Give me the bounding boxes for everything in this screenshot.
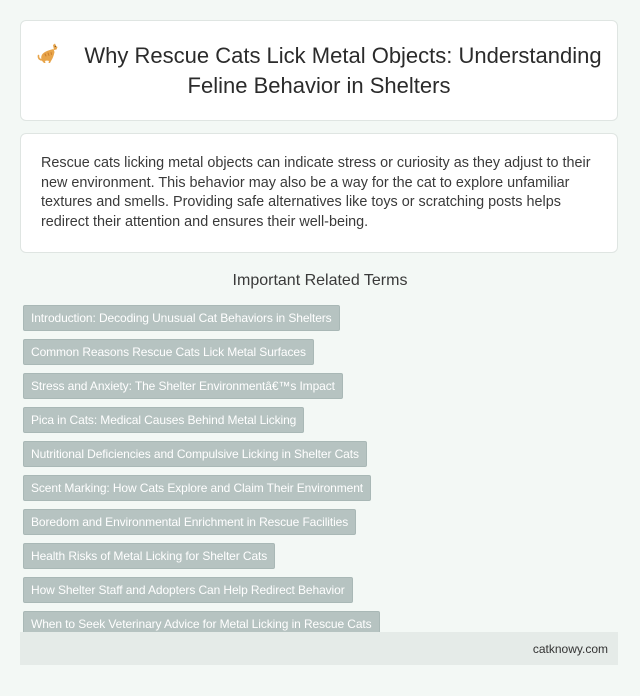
page-title-text: Why Rescue Cats Lick Metal Objects: Understanding Feline Behavior in Shelters (84, 42, 602, 98)
list-item (23, 475, 380, 501)
related-terms-list (23, 305, 380, 645)
list-item (23, 407, 380, 433)
term-link[interactable]: Common Reasons Rescue Cats Lick Metal Surfaces (23, 339, 314, 365)
term-link[interactable]: Boredom and Environmental Enrichment in Rescue Facilities (23, 509, 356, 535)
footer (20, 632, 618, 665)
term-link[interactable]: Health Risks of Metal Licking for Shelter Cats (23, 543, 275, 569)
term-link[interactable]: Scent Marking: How Cats Explore and Claim Their Environment (23, 475, 371, 501)
list-item (23, 577, 380, 603)
term-link[interactable]: How Shelter Staff and Adopters Can Help Redirect Behavior (23, 577, 353, 603)
term-link[interactable]: Pica in Cats: Medical Causes Behind Metal Licking (23, 407, 304, 433)
cat-icon (36, 42, 60, 66)
related-terms-heading: Important Related Terms (232, 272, 408, 289)
list-item (23, 373, 380, 399)
summary-text: Rescue cats licking metal objects can indicate stress or curiosity as they adjust to their new environment. This behavior may also be a way for the cat to explore unfamiliar textures and smells. Providing safe alternatives like toys or scratching posts helps redirect their attention and ensures their well-being. (41, 155, 591, 230)
term-link[interactable]: When to Seek Veterinary Advice for Metal Licking in Rescue Cats (23, 611, 380, 637)
list-item (23, 543, 380, 569)
term-link[interactable]: Stress and Anxiety: The Shelter Environmentâ€™s Impact (23, 373, 343, 399)
list-item (23, 339, 380, 365)
term-link[interactable]: Nutritional Deficiencies and Compulsive Licking in Shelter Cats (23, 441, 367, 467)
summary-card (20, 133, 618, 253)
list-item (23, 441, 380, 467)
list-item (23, 305, 380, 331)
page-title (21, 41, 617, 101)
list-item (23, 509, 380, 535)
term-link[interactable]: Introduction: Decoding Unusual Cat Behaviors in Shelters (23, 305, 340, 331)
title-card (20, 20, 618, 121)
footer-site-link[interactable]: catknowy.com (532, 641, 608, 656)
